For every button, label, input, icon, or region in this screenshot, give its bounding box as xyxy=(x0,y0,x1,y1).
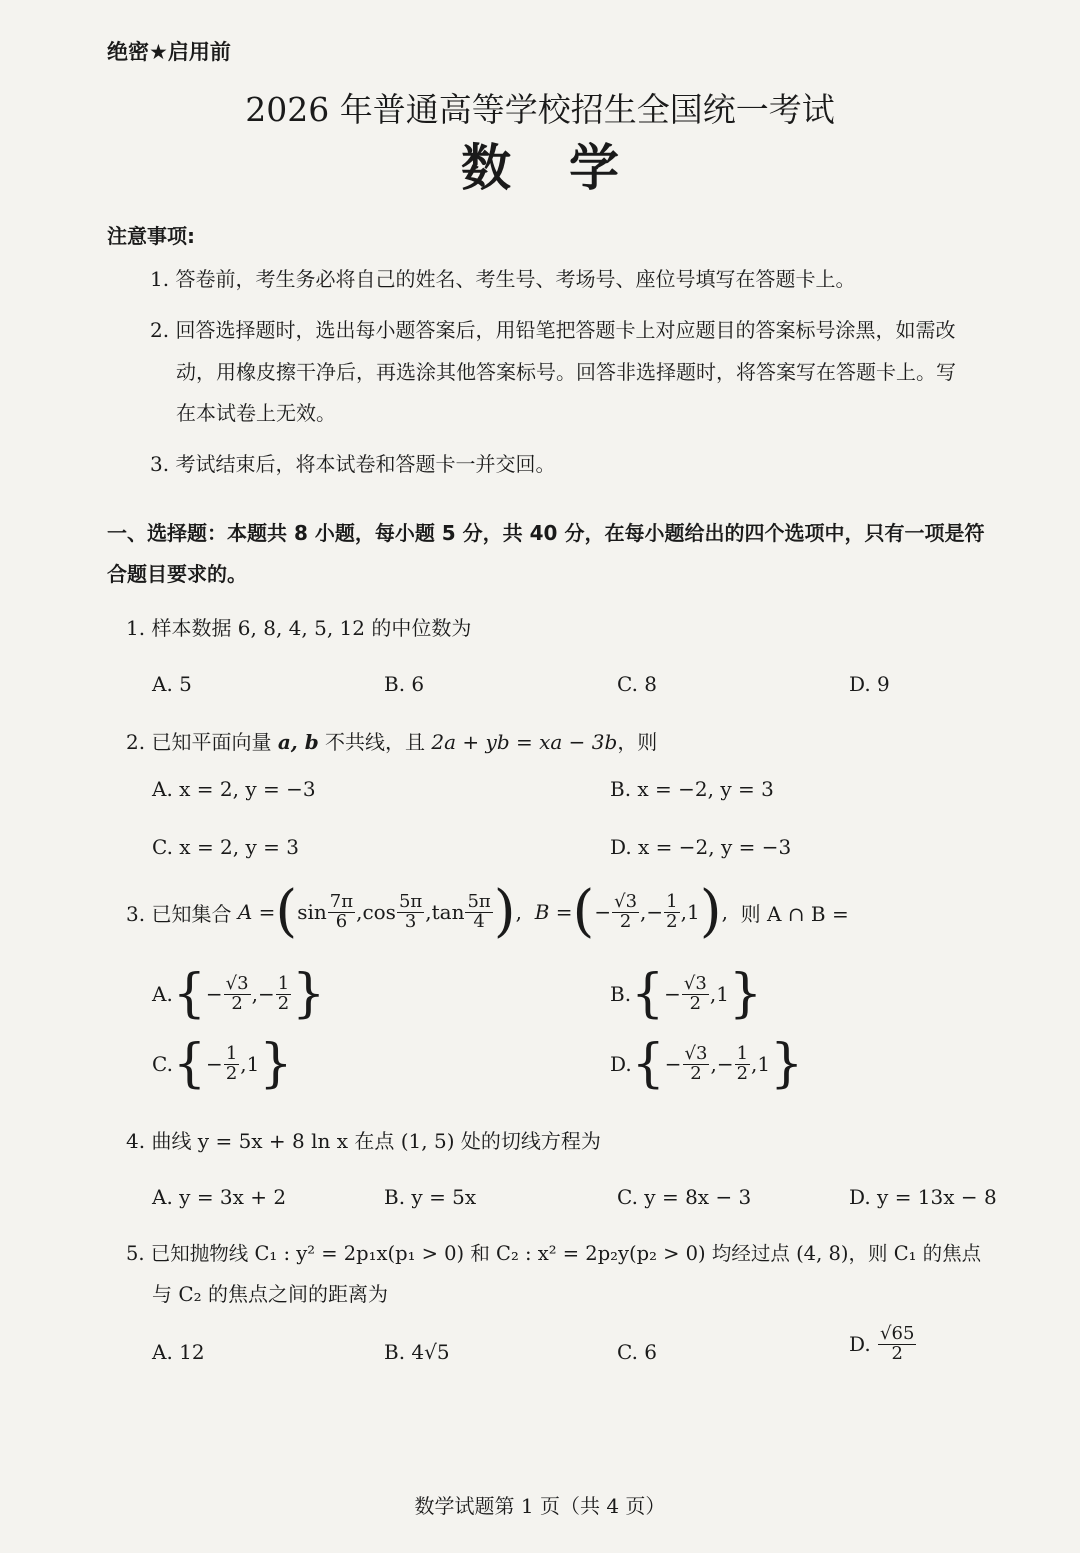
fraction-denominator: 2 xyxy=(736,1062,749,1084)
question-3-b-last: 1 xyxy=(686,900,700,924)
question-4-option-c: C. y = 8x − 3 xyxy=(617,1185,752,1209)
question-5-option-b: B. 4√5 xyxy=(384,1340,450,1364)
question-5-option-a: A. 12 xyxy=(152,1340,205,1364)
question-3-stem: 3. 已知集合 A = ( sin $\frac{7\pi}{6}$ , cos $\frac{5\pi}{3}$ , tan $\frac{5\pi}{4}$ ) , B = ( − $\frac{√3}{2}$ ,− $\frac{1}{2}$ , 1 ) , 则 A ∩ B = xyxy=(126,879,849,944)
question-3-sin-fraction xyxy=(328,890,355,932)
fraction xyxy=(682,972,709,1014)
set-element: 1 xyxy=(757,1052,771,1076)
question-4-option-a: A. y = 3x + 2 xyxy=(152,1185,287,1209)
option-label: D. xyxy=(610,1052,632,1076)
question-3-option-a: A. { − $\frac{√3}{2}$ ,− $\frac{1}{2}$ } xyxy=(152,964,326,1024)
question-3-sin-fn: sin xyxy=(297,900,327,924)
question-3-option-d: D. { − $\frac{√3}{2}$ ,− $\frac{1}{2}$ , 1 } xyxy=(610,1034,804,1094)
notice-item-2-line-1: 2. 回答选择题时，选出每小题答案后，用铅笔把答题卡上对应题目的答案标号涂黑，如需改 xyxy=(150,318,956,342)
question-2-option-a: A. x = 2, y = −3 xyxy=(152,777,316,801)
fraction xyxy=(683,1042,710,1084)
fraction-denominator: 2 xyxy=(231,992,243,1014)
open-paren-icon: ( xyxy=(275,879,298,944)
question-4-stem: 4. 曲线 y = 5x + 8 ln x 在点 (1, 5) 处的切线方程为 xyxy=(126,1129,601,1153)
question-3-set-b-label: B = xyxy=(534,900,573,924)
question-5-option-d xyxy=(849,1325,917,1364)
question-1-option-b: B. 6 xyxy=(384,672,425,696)
question-2-stem-prefix: 2. 已知平面向量 xyxy=(126,730,272,754)
option-label: C. xyxy=(152,1052,173,1076)
question-3-tan-fn: tan xyxy=(431,900,465,924)
question-2-option-d: D. x = −2, y = −3 xyxy=(610,835,792,859)
open-brace-icon: { xyxy=(631,1034,665,1094)
question-3-b-fraction-2 xyxy=(664,890,679,932)
fraction-numerator: √3 xyxy=(683,972,707,994)
option-label: B. xyxy=(610,982,632,1006)
open-brace-icon: { xyxy=(631,964,665,1024)
question-2-stem-suffix: ，则 xyxy=(617,730,658,754)
fraction-numerator: 1 xyxy=(225,1042,238,1064)
fraction xyxy=(878,1325,916,1364)
fraction-numerator: 1 xyxy=(736,1042,749,1064)
exam-title: 2026 年普通高等学校招生全国统一考试 xyxy=(245,90,835,129)
open-brace-icon: { xyxy=(172,1034,207,1094)
fraction-denominator: 4 xyxy=(473,910,485,932)
question-2-vectors: a, b xyxy=(277,730,319,754)
open-paren-icon: ( xyxy=(572,879,595,944)
notice-heading: 注意事项: xyxy=(107,224,195,248)
question-5-option-c: C. 6 xyxy=(617,1340,658,1364)
section-1-heading-line-1: 一、选择题：本题共 8 小题，每小题 5 分，共 40 分，在每小题给出的四个选项中，只有一项是符 xyxy=(107,521,985,545)
fraction xyxy=(276,972,291,1014)
fraction xyxy=(224,972,251,1014)
fraction-denominator: 2 xyxy=(225,1062,238,1084)
set-element: 1 xyxy=(246,1052,260,1076)
fraction-numerator: 1 xyxy=(277,972,290,994)
fraction-denominator: 2 xyxy=(891,1342,903,1364)
question-3-b-fraction-1 xyxy=(612,890,639,932)
question-4-option-d: D. y = 13x − 8 xyxy=(849,1185,997,1209)
question-5-stem-line-2: 与 C₂ 的焦点之间的距离为 xyxy=(152,1282,389,1306)
question-2-stem xyxy=(126,726,657,755)
question-3-option-c: C. { − $\frac{1}{2}$ , 1 } xyxy=(152,1034,293,1094)
question-2-option-c: C. x = 2, y = 3 xyxy=(152,835,299,859)
question-1-option-c: C. 8 xyxy=(617,672,658,696)
set-element: 1 xyxy=(716,982,729,1006)
fraction xyxy=(224,1042,239,1084)
notice-item-3: 3. 考试结束后，将本试卷和答题卡一并交回。 xyxy=(150,452,556,476)
question-1-stem: 1. 样本数据 6, 8, 4, 5, 12 的中位数为 xyxy=(126,616,472,640)
fraction-numerator: 5π xyxy=(398,890,423,912)
question-3-tan-fraction xyxy=(465,890,492,932)
fraction-denominator: 2 xyxy=(690,1062,702,1084)
fraction-denominator: 2 xyxy=(666,910,678,932)
close-brace-icon: } xyxy=(292,964,326,1024)
fraction-denominator: 2 xyxy=(277,992,290,1014)
close-brace-icon: } xyxy=(770,1034,804,1094)
question-5-stem-line-1: 5. 已知抛物线 C₁ : y² = 2p₁x(p₁ > 0) 和 C₂ : x² = 2p₂y(p₂ > 0) 均经过点 (4, 8)，则 C₁ 的焦点 xyxy=(126,1242,982,1265)
question-3-set-a-label: A = xyxy=(237,900,276,924)
fraction-denominator: 3 xyxy=(404,910,417,932)
option-label: A. xyxy=(152,982,173,1006)
fraction-numerator: 5π xyxy=(467,890,491,912)
question-1-option-d: D. 9 xyxy=(849,672,890,696)
fraction-numerator: √3 xyxy=(225,972,249,994)
fraction-numerator: √3 xyxy=(614,890,638,912)
open-brace-icon: { xyxy=(172,964,206,1024)
notice-item-1: 1. 答卷前，考生务必将自己的姓名、考生号、考场号、座位号填写在答题卡上。 xyxy=(150,267,856,291)
close-brace-icon: } xyxy=(259,1034,293,1094)
question-3-suffix: 则 A ∩ B = xyxy=(740,901,849,926)
question-1-option-a: A. 5 xyxy=(152,672,192,696)
fraction-denominator: 6 xyxy=(335,910,348,932)
question-3-cos-fn: cos xyxy=(362,900,396,924)
notice-item-2-line-3: 在本试卷上无效。 xyxy=(176,401,336,425)
close-brace-icon: } xyxy=(728,964,763,1024)
fraction-numerator: 7π xyxy=(329,890,354,912)
question-2-stem-mid: 不共线，且 xyxy=(325,730,426,754)
fraction-denominator: 2 xyxy=(689,992,702,1014)
section-1-heading-line-2: 合题目要求的。 xyxy=(107,562,247,586)
confidential-label: 绝密★启用前 xyxy=(107,40,231,64)
question-4-option-b: B. y = 5x xyxy=(384,1185,477,1209)
question-2-equation: 2a + yb = xa − 3b xyxy=(431,730,618,754)
question-3-cos-fraction xyxy=(397,890,424,932)
question-3-prefix: 3. 已知集合 xyxy=(126,901,232,926)
fraction-numerator: 1 xyxy=(666,890,678,912)
fraction-denominator: 2 xyxy=(619,910,632,932)
close-paren-icon: ) xyxy=(699,879,722,944)
fraction-numerator: √3 xyxy=(684,1042,708,1064)
notice-item-2-line-2: 动，用橡皮擦干净后，再选涂其他答案标号。回答非选择题时，将答案写在答题卡上。写 xyxy=(176,360,956,384)
fraction-numerator: √65 xyxy=(880,1323,915,1344)
fraction xyxy=(735,1042,750,1084)
option-label: D. xyxy=(849,1332,871,1357)
question-2-option-b: B. x = −2, y = 3 xyxy=(610,777,774,801)
page-footer: 数学试题第 1 页（共 4 页） xyxy=(414,1494,666,1518)
close-paren-icon: ) xyxy=(493,879,516,944)
question-3-option-b: B. { − $\frac{√3}{2}$ , 1 } xyxy=(610,964,763,1024)
subject-title: 数学 xyxy=(461,138,677,197)
